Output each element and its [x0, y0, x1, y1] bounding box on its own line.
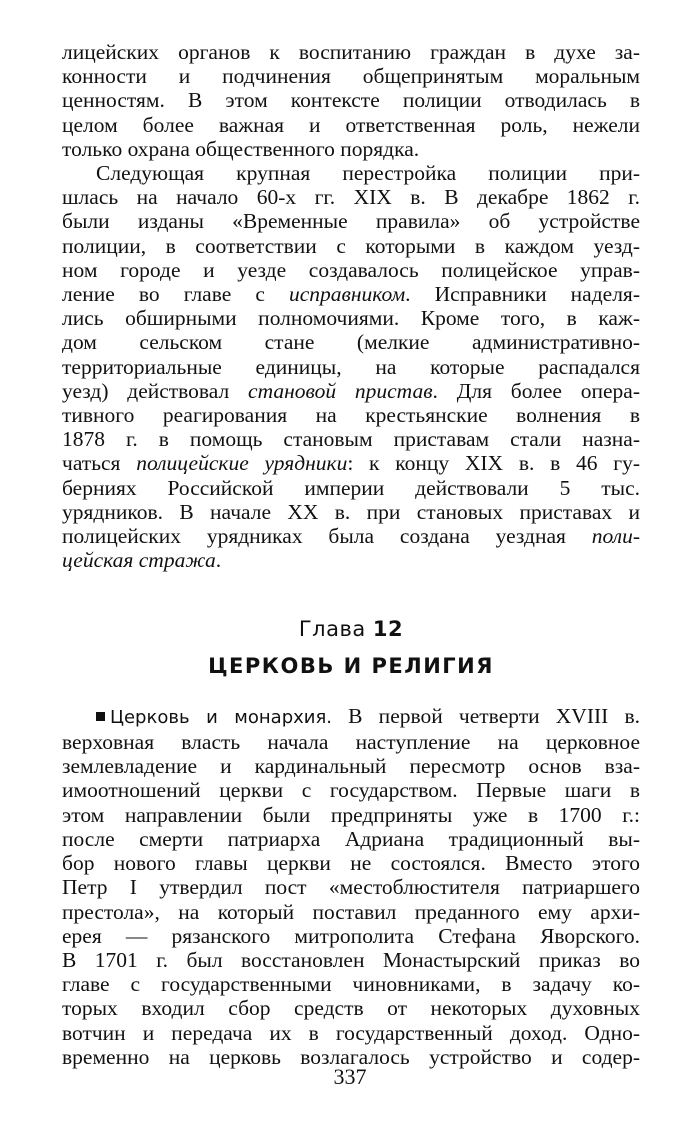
- term-strazha-part1: поли-: [591, 524, 640, 549]
- term-ispravnik: исправником: [288, 282, 406, 307]
- text-line: землевладение и кардинальный пересмотр основ вза-: [62, 754, 640, 779]
- text-line: ценностям. В этом контексте полиции отводилась в: [62, 88, 640, 113]
- text-run: уезд) действовал: [62, 378, 249, 403]
- text-line: В 1701 г. был восстановлен Монастырский приказ во: [62, 947, 640, 972]
- text-line: лись обширными полномочиями. Кроме того, в каж-: [62, 306, 640, 331]
- text-line: имоотношений церкви с государством. Первые шаги в: [62, 778, 640, 803]
- term-strazha-part2: цейская стража: [62, 548, 216, 573]
- text-line: [62, 548, 640, 572]
- paragraph-police-education: [62, 40, 640, 161]
- term-uryadniki: полицейские урядники: [136, 451, 348, 476]
- text-line: территориальные единицы, на которые распадался: [62, 354, 640, 379]
- text-line: берниях Российской империи действовали 5 тыс.: [62, 475, 640, 500]
- chapter-title: ЦЕРКОВЬ И РЕЛИГИЯ: [208, 653, 494, 678]
- text-line: после смерти патриарха Адриана традиционный вы-: [62, 826, 640, 851]
- text-line: этом направлении были предприняты уже в 1700 г.:: [62, 802, 640, 827]
- text-line: [62, 524, 640, 548]
- text-line: шлась на начало 60-х гг. XIX в. В декабре 1862 г.: [62, 185, 640, 210]
- chapter-label: [62, 617, 640, 641]
- text-line: верховная власть начала наступление на церковное: [62, 730, 640, 755]
- text-line: конности и подчинения общепринятым моральным: [62, 64, 640, 89]
- text-line: вотчин и передача их в государственный доход. Одно-: [62, 1020, 640, 1045]
- text-line: [62, 282, 640, 306]
- text-run: . Исправники наделя-: [405, 282, 640, 307]
- text-line: престола», на который поставил преданного ему архи-: [62, 899, 640, 924]
- text-run: полицейских урядниках была создана уездная: [62, 524, 592, 549]
- paragraph-church-monarchy: [62, 704, 640, 1069]
- chapter-word: Глава: [298, 617, 366, 642]
- text-run: . Для более опера-: [432, 378, 641, 403]
- text-line: главе с государственными чиновниками, в задачу ко-: [62, 972, 640, 997]
- paragraph-police-reform: [62, 161, 640, 572]
- text-run: чаться: [62, 451, 137, 476]
- text-line: тивного реагирования на крестьянские волнения в: [62, 403, 640, 428]
- text-line: временно на церковь возлагалось устройство и содер-: [62, 1044, 640, 1069]
- text-line: дом сельском стане (мелкие административно-: [62, 330, 640, 355]
- text-line: ерея — рязанского митрополита Стефана Яворского.: [62, 923, 640, 948]
- text-run: В первой четверти XVIII в.: [332, 703, 640, 728]
- page-body: [62, 40, 640, 1069]
- chapter-number: 12: [372, 617, 404, 642]
- text-line: [62, 379, 640, 403]
- text-line: полиции, в соответствии с которыми в каждом уезд-: [62, 233, 640, 258]
- section-heading: Церковь и монархия.: [110, 706, 333, 728]
- text-line: лицейских органов к воспитанию граждан в духе за-: [62, 40, 640, 64]
- text-line: урядников. В начале XX в. при становых приставах и: [62, 499, 640, 524]
- text-line: бор нового главы церкви не состоялся. Вместо этого: [62, 851, 640, 876]
- section-bullet-icon: [96, 712, 105, 721]
- text-line: [62, 451, 640, 475]
- text-line: ном городе и уезде создавалось полицейское управ-: [62, 257, 640, 282]
- text-line: целом более важная и ответственная роль, нежели: [62, 112, 640, 137]
- text-line: [62, 704, 640, 730]
- text-line: Следующая крупная перестройка полиции при-: [96, 161, 640, 186]
- text-line: только охрана общественного порядка.: [62, 136, 420, 161]
- text-run: ление во главе с: [62, 282, 289, 307]
- page-number: 337: [333, 1064, 367, 1089]
- text-run: .: [215, 548, 222, 573]
- text-line: 1878 г. в помощь становым приставам стали назна-: [62, 427, 640, 452]
- text-line: торых входил сбор средств от некоторых духовных: [62, 996, 640, 1021]
- text-line: Петр I утвердил пост «местоблюстителя патриаршего: [62, 875, 640, 900]
- text-run: : к концу XIX в. в 46 гу-: [347, 451, 640, 476]
- term-stanovoy-pristav: становой пристав: [248, 378, 433, 403]
- text-line: были изданы «Временные правила» об устройстве: [62, 209, 640, 234]
